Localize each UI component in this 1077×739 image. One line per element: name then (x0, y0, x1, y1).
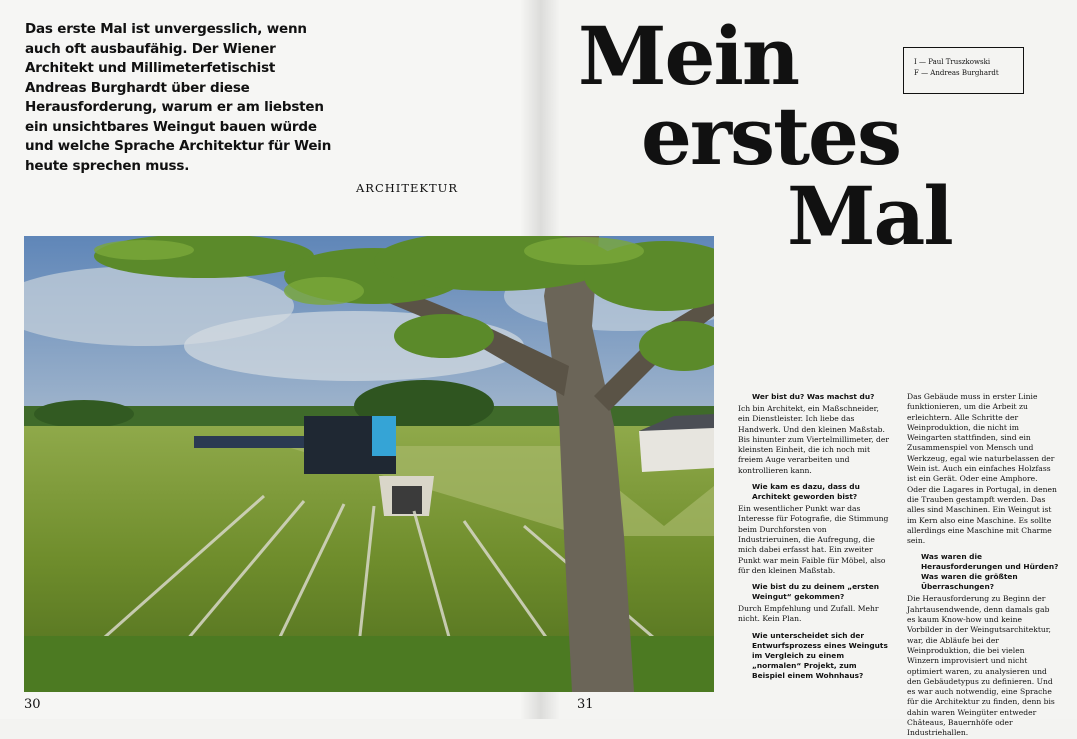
answer-4: Das Gebäude muss in erster Linie funktionieren, um die Arbeit zu erleichtern. Alle Schritte der Weinproduktion, die nicht im Weingarten stattfinden, sind ein Zusammenspiel von Mensch und Werkzeug, egal wie naturbelassen der Wein ist. Auch ein einfaches Holzfass ist ein Gerät. Oder eine Amphore. Oder die Lagares in Portugal, in denen die Trauben gestampft werden. Das alles sind Maschinen. Ein Weingut ist im Kern also eine Maschine. Es sollte allerdings eine Maschine mit Charme sein. (907, 392, 1057, 546)
credits-box (903, 47, 1024, 94)
credit-interview: I — Paul Truszkowski (914, 58, 991, 66)
interview-column-2 (907, 392, 1059, 739)
question-2: Wie kam es dazu, dass du Architekt geworden bist? (752, 482, 860, 502)
title-line-3: Mal (787, 169, 952, 263)
title-line-2: erstes (641, 89, 900, 183)
answer-3: Durch Empfehlung und Zufall. Mehr nicht. Kein Plan. (738, 604, 879, 624)
section-label: ARCHITEKTUR (356, 181, 459, 195)
page-number-left: 30 (24, 697, 41, 712)
intro-paragraph: Das erste Mal ist unvergesslich, wenn auch oft ausbaufähig. Der Wiener Architekt und Millimeterfetischist Andreas Burghardt über diese Herausforderung, warum er am liebsten ein unsichtbares Weingut bauen würde und welche Sprache Architektur für Wein heute sprechen muss. (25, 21, 332, 174)
answer-2: Ein wesentlicher Punkt war das Interesse für Fotografie, die Stimmung beim Durchforsten von Industrieruinen, die Aufregung, die mich dabei erfasst hat. Ein zweiter Punkt war mein Faible für Möbel, also für den kleinen Maßstab. (738, 504, 889, 575)
answer-5: Die Herausforderung zu Beginn der Jahrtausendwende, denn damals gab es kaum Know-how und keine Vorbilder in der Weingutsarchitektur, war, die Abläufe bei der Weinproduktion, die bei vielen Winzern improvisiert und nicht optimiert waren, zu analysieren und den Gebäudetypus zu definieren. Und es war auch notwendig, eine Sprache für die Architektur zu finden, denn bis dahin waren Weingüter entweder Châteaus, Bauernhöfe oder Industriehallen. (907, 594, 1055, 738)
page-number-right: 31 (577, 697, 594, 712)
question-1: Wer bist du? Was machst du? (752, 392, 875, 401)
question-4: Wie unterscheidet sich der Entwurfsprozess eines Weinguts im Vergleich zu einem „normalen“ Projekt, zum Beispiel einem Wohnhaus? (752, 630, 888, 680)
interview-column-1 (738, 392, 890, 683)
credit-photo: F — Andreas Burghardt (914, 69, 999, 77)
vineyard-photo (24, 236, 714, 692)
title-line-1: Mein (578, 9, 799, 103)
answer-1: Ich bin Architekt, ein Maßschneider, ein Dienstleister. Ich liebe das Handwerk. Und den kleinen Maßstab. Bis hinunter zum Viertelmillimeter, der kleinsten Einheit, die ich noch mit freiem Auge verarbeiten und kontrollieren kann. (738, 404, 890, 475)
question-3: Wie bist du zu deinem „ersten Weingut“ gekommen? (752, 582, 879, 602)
question-5: Was waren die Herausforderungen und Hürden? Was waren die größten Überraschungen? (921, 552, 1059, 592)
